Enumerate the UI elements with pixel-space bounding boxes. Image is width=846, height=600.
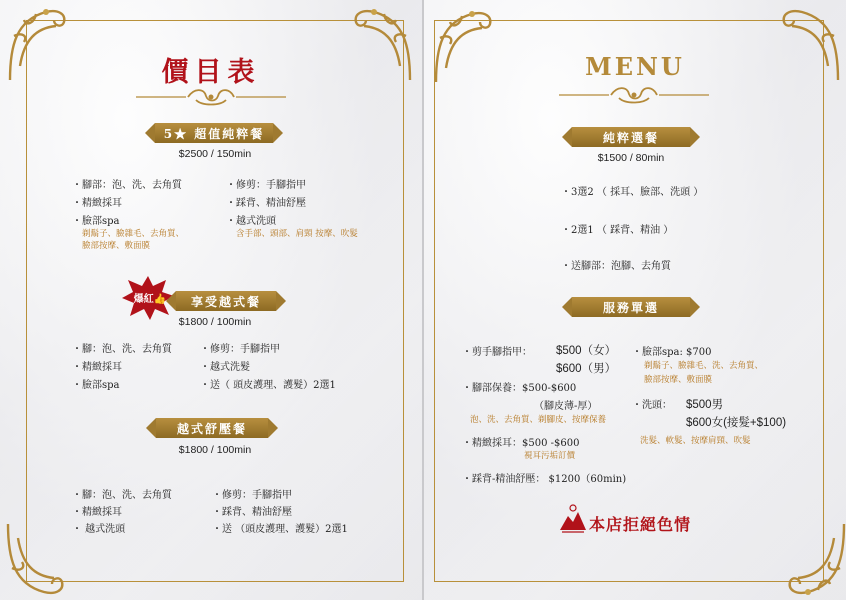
section-price: $1800 / 100min [178, 316, 252, 328]
item-note: 剃鬍子、臉雜毛、洗、去角質、 [644, 361, 764, 371]
title-flourish-icon [136, 88, 286, 106]
menu-item: ・送 （頭皮護理、護髮）2選1 [212, 524, 348, 535]
section-banner: 越式舒壓餐 [156, 418, 268, 438]
page-title: MENU [585, 52, 685, 81]
menu-item: ・踩背-精油舒壓： $1200（60min) [462, 474, 627, 485]
section-price: $2500 / 150min [178, 148, 252, 160]
menu-item: ・剪手腳指甲： [462, 347, 532, 358]
right-page [424, 0, 846, 600]
item-note: 含手部、頭部、肩頸 按摩、吹髮 [236, 229, 358, 239]
menu-item: ・臉部spa [72, 380, 120, 391]
brand-logo-icon [558, 502, 588, 534]
menu-item: ・精緻採耳：$500 -$600 [462, 438, 580, 449]
menu-item: ・腳：泡、洗、去角質 [72, 344, 172, 355]
section-price: $1800 / 100min [178, 444, 252, 456]
menu-item: ・ 越式洗頭 [72, 524, 126, 535]
section-price: $1500 / 80min [597, 152, 665, 164]
section-banner: 服務單選 [572, 297, 690, 317]
item-note: 臉部按摩、敷面膜 [644, 375, 713, 385]
menu-item: ・2選1 （ 踩背、精油 ） [561, 225, 674, 236]
menu-item: ・精緻採耳 [72, 198, 122, 209]
menu-item: ・越式洗髮 [200, 362, 250, 373]
item-note: 視耳污垢訂價 [524, 451, 576, 461]
menu-item: ・踩背、精油舒壓 [212, 507, 292, 518]
menu-item: ・臉部spa [72, 216, 120, 227]
menu-item: ・腳部保養：$500-$600 [462, 383, 577, 394]
menu-item: ・送腳部：泡腳、去角質 [561, 261, 671, 272]
item-note: 泡、洗、去角質、剃腳皮、按摩保養 [470, 415, 607, 425]
corner-ornament-icon [774, 520, 846, 598]
corner-ornament-icon [4, 520, 78, 598]
left-page [0, 0, 422, 600]
item-price: $500男 [686, 399, 724, 411]
item-subnote: （腳皮薄-厚） [534, 401, 598, 412]
menu-item: ・修剪：手腳指甲 [212, 490, 292, 501]
menu-item: ・3選2 （ 採耳、臉部、洗頭 ） [561, 187, 704, 198]
item-price: $600女(接髮+$100) [686, 417, 787, 429]
item-note: 剃鬍子、臉雜毛、去角質、 [82, 229, 185, 239]
menu-item: ・精緻採耳 [72, 362, 122, 373]
item-price: $600（男） [556, 363, 617, 375]
item-note: 洗髮、軟髮、按摩肩頸、吹髮 [640, 436, 751, 446]
menu-item: ・精緻採耳 [72, 507, 122, 518]
section-banner: 5★ 超值純粹餐 [155, 123, 273, 143]
item-note: 臉部按摩、敷面膜 [82, 241, 151, 251]
section-banner: 享受越式餐 [176, 291, 276, 311]
menu-item: ・腳：泡、洗、去角質 [72, 490, 172, 501]
page-title: 價目表 [161, 57, 261, 88]
menu-item: ・修剪：手腳指甲 [200, 344, 280, 355]
menu-item: ・修剪：手腳指甲 [226, 180, 306, 191]
title-flourish-icon [559, 86, 709, 104]
item-price: $500（女） [556, 345, 617, 357]
menu-item: ・踩背、精油舒壓 [226, 198, 306, 209]
menu-item: ・越式洗頭 [226, 216, 276, 227]
menu-item: ・洗頭： [632, 400, 672, 411]
menu-item: ・臉部spa: $700 [632, 347, 712, 358]
menu-item: ・腳部：泡、洗、去角質 [72, 180, 182, 191]
menu-item: ・送（ 頭皮護理、護髮）2選1 [200, 380, 336, 391]
notice-text: 本店拒絕色情 [589, 515, 692, 534]
hot-badge-label: 爆紅👍 [133, 294, 167, 305]
section-banner: 純粹選餐 [572, 127, 690, 147]
